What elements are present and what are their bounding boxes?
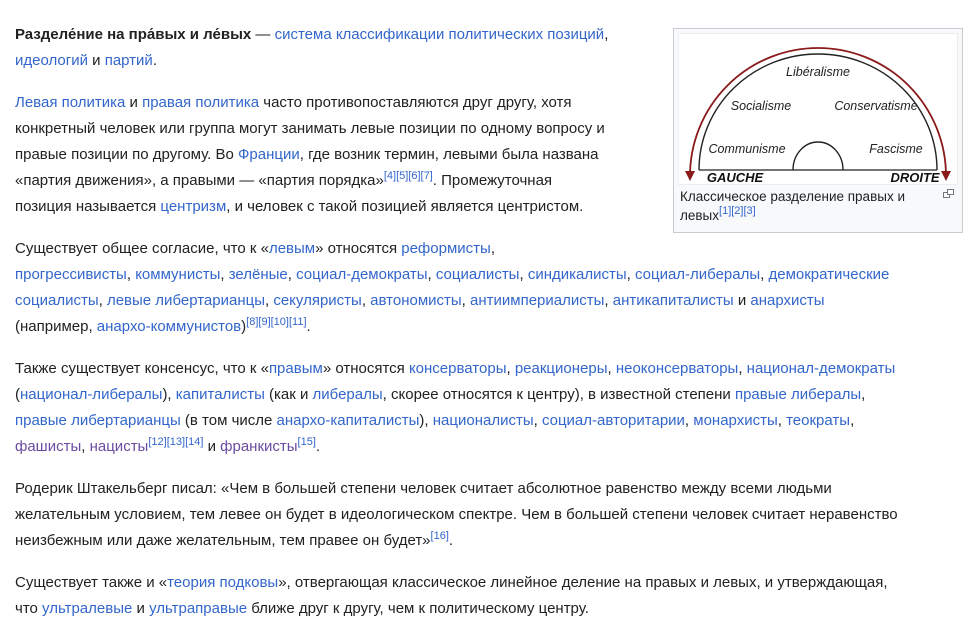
link-social-liberals[interactable]: социал-либералы bbox=[634, 266, 761, 283]
p5-line-3: неизбежным или даже желательным, тем правее он будет»[16]. bbox=[15, 530, 454, 549]
link-anarcho-communists[interactable]: анархо-коммунистов bbox=[96, 318, 242, 335]
link-system[interactable]: система классификации политических позиций bbox=[274, 26, 605, 43]
link-liberals[interactable]: либералы bbox=[312, 386, 383, 403]
ref-2[interactable]: [2] bbox=[731, 205, 744, 217]
political-spectrum-diagram bbox=[679, 34, 957, 184]
ref-16[interactable]: [16] bbox=[430, 530, 449, 542]
link-left-wing[interactable]: левым bbox=[268, 240, 316, 257]
label-socialisme: Socialisme bbox=[730, 99, 792, 113]
link-anti-imperialists[interactable]: антиимпериалисты bbox=[470, 292, 605, 309]
enlarge-icon[interactable] bbox=[943, 189, 954, 198]
p4-line-2: (национал-либералы), капиталисты (как и либералы, скорее относятся к центру), в известной степени правые либералы, bbox=[15, 386, 866, 403]
ref-12[interactable]: [12] bbox=[148, 436, 167, 448]
figure-image[interactable] bbox=[678, 33, 958, 185]
ref-1[interactable]: [1] bbox=[719, 205, 732, 217]
p2-line-2: конкретный человек или группа могут занимать левые позиции по одному вопросу и bbox=[15, 120, 605, 137]
link-national-democrats[interactable]: национал-демократы bbox=[746, 360, 896, 377]
figure-thumbnail bbox=[673, 28, 963, 233]
link-centrism[interactable]: центризм bbox=[160, 198, 227, 215]
ref-10[interactable]: [10] bbox=[270, 316, 289, 328]
caption-line-2: левых[1][2][3] bbox=[680, 205, 756, 223]
link-socialists[interactable]: социалисты bbox=[435, 266, 520, 283]
link-national-liberals[interactable]: национал-либералы bbox=[20, 386, 163, 403]
ref-15[interactable]: [15] bbox=[297, 436, 316, 448]
p4-line-4: фашисты, нацисты[12][13][14] и франкисты[15]. bbox=[15, 436, 321, 455]
link-secularists[interactable]: секуляристы bbox=[273, 292, 362, 309]
link-parties[interactable]: партий bbox=[104, 52, 153, 69]
caption-line-1: Классическое разделение правых и bbox=[680, 189, 905, 204]
link-ideologies[interactable]: идеологий bbox=[15, 52, 88, 69]
link-capitalists[interactable]: капиталисты bbox=[175, 386, 265, 403]
link-right-liberals[interactable]: правые либералы bbox=[734, 386, 862, 403]
ref-11[interactable]: [11] bbox=[288, 316, 307, 328]
link-monarchists[interactable]: монархисты bbox=[693, 412, 778, 429]
link-neoconservatives[interactable]: неоконсерваторы bbox=[615, 360, 739, 377]
p3-line-4: (например, анархо-коммунистов)[8][9][10][11]. bbox=[15, 316, 311, 335]
p5-line-1: Родерик Штакельберг писал: «Чем в большей степени человек считает абсолютное равенство между всеми людьми bbox=[15, 480, 832, 497]
p2-line-1: Левая политика и правая политика часто противопоставляются друг другу, хотя bbox=[15, 94, 572, 111]
p4-line-1: Также существует консенсус, что к «правым» относятся консерваторы, реакционеры, неоконсерваторы, национал-демократы bbox=[15, 360, 896, 377]
p3-line-1: Существует общее согласие, что к «левым» относятся реформисты, bbox=[15, 240, 495, 257]
link-anarchists[interactable]: анархисты bbox=[750, 292, 825, 309]
article-term: Разделе́ние на пра́вых и ле́вых bbox=[15, 26, 252, 43]
link-social-authoritarians[interactable]: социал-авторитарии bbox=[541, 412, 685, 429]
ref-5[interactable]: [5] bbox=[396, 170, 409, 182]
p4-line-3: правые либертарианцы (в том числе анархо-капиталисты), националисты, социал-авторитарии, монархисты, теократы, bbox=[15, 412, 855, 429]
label-communisme: Communisme bbox=[708, 142, 786, 156]
hemicycle-center bbox=[793, 142, 843, 170]
link-autonomists[interactable]: автономисты bbox=[370, 292, 462, 309]
link-left-politics[interactable]: Левая политика bbox=[15, 94, 126, 111]
label-liberalisme: Libéralisme bbox=[786, 65, 850, 79]
label-conservatisme: Conservatisme bbox=[834, 99, 918, 113]
link-horseshoe-theory[interactable]: теория подковы bbox=[167, 574, 279, 591]
ref-6[interactable]: [6] bbox=[408, 170, 421, 182]
link-francoists[interactable]: франкисты bbox=[220, 438, 298, 455]
p6-line-2: что ультралевые и ультраправые ближе друг к другу, чем к политическому центру. bbox=[15, 600, 589, 617]
link-france[interactable]: Франции bbox=[238, 146, 300, 163]
link-greens[interactable]: зелёные bbox=[228, 266, 288, 283]
figure-caption bbox=[680, 187, 935, 225]
link-reformists[interactable]: реформисты bbox=[401, 240, 491, 257]
ref-8[interactable]: [8] bbox=[246, 316, 259, 328]
ref-9[interactable]: [9] bbox=[258, 316, 271, 328]
ref-13[interactable]: [13] bbox=[166, 436, 186, 448]
link-right-libertarians[interactable]: правые либертарианцы bbox=[15, 412, 181, 429]
p3-line-2: прогрессивисты, коммунисты, зелёные, социал-демократы, социалисты, синдикалисты, социал-либералы, демократические bbox=[15, 266, 890, 283]
link-social-democrats[interactable]: социал-демократы bbox=[296, 266, 428, 283]
link-fascists[interactable]: фашисты bbox=[15, 438, 82, 455]
p2-line-3: правые позиции по другому. Во Франции, где возник термин, левыми была названа bbox=[15, 146, 599, 163]
link-theocrats[interactable]: теократы bbox=[786, 412, 851, 429]
link-democratic-socialists-part1[interactable]: демократические bbox=[768, 266, 890, 283]
label-fascisme: Fascisme bbox=[869, 142, 923, 156]
link-ultra-right[interactable]: ультраправые bbox=[149, 600, 248, 617]
p1-line-2: идеологий и партий. bbox=[15, 52, 157, 69]
link-reactionaries[interactable]: реакционеры bbox=[514, 360, 608, 377]
link-anarcho-capitalists[interactable]: анархо-капиталисты bbox=[276, 412, 420, 429]
p2-line-5: позиция называется центризм, и человек с такой позицией является центристом. bbox=[15, 198, 584, 215]
link-nationalists[interactable]: националисты bbox=[432, 412, 534, 429]
ref-7[interactable]: [7] bbox=[420, 170, 433, 182]
link-nazis[interactable]: нацисты bbox=[89, 438, 149, 455]
p6-line-1: Существует также и «теория подковы», отвергающая классическое линейное деление на правых и левых, и утверждающая, bbox=[15, 574, 888, 591]
ref-14[interactable]: [14] bbox=[185, 436, 204, 448]
link-communists[interactable]: коммунисты bbox=[135, 266, 221, 283]
link-syndicalists[interactable]: синдикалисты bbox=[527, 266, 627, 283]
p1-line-1: Разделе́ние на пра́вых и ле́вых — система классификации политических позиций, bbox=[15, 26, 609, 43]
ref-3[interactable]: [3] bbox=[743, 205, 756, 217]
p5-line-2: желательным условием, тем левее он будет в идеологическом спектре. Чем в большей степени человек считает неравенство bbox=[15, 506, 898, 523]
label-gauche: GAUCHE bbox=[706, 170, 764, 184]
link-left-libertarians[interactable]: левые либертарианцы bbox=[106, 292, 265, 309]
p2-line-4: «партия движения», а правыми — «партия порядка»[4][5][6][7]. Промежуточная bbox=[15, 170, 553, 189]
link-right-politics[interactable]: правая политика bbox=[142, 94, 260, 111]
link-anti-capitalists[interactable]: антикапиталисты bbox=[612, 292, 734, 309]
link-right-wing[interactable]: правым bbox=[268, 360, 323, 377]
link-democratic-socialists-part2[interactable]: социалисты bbox=[15, 292, 99, 309]
p3-line-3: социалисты, левые либертарианцы, секуляристы, автономисты, антиимпериалисты, антикапиталисты и анархисты bbox=[15, 292, 825, 309]
ref-4[interactable]: [4] bbox=[383, 170, 397, 182]
link-conservatives[interactable]: консерваторы bbox=[408, 360, 507, 377]
link-ultra-left[interactable]: ультралевые bbox=[42, 600, 133, 617]
link-progressivists[interactable]: прогрессивисты bbox=[15, 266, 127, 283]
label-droite: DROITE bbox=[890, 170, 940, 184]
